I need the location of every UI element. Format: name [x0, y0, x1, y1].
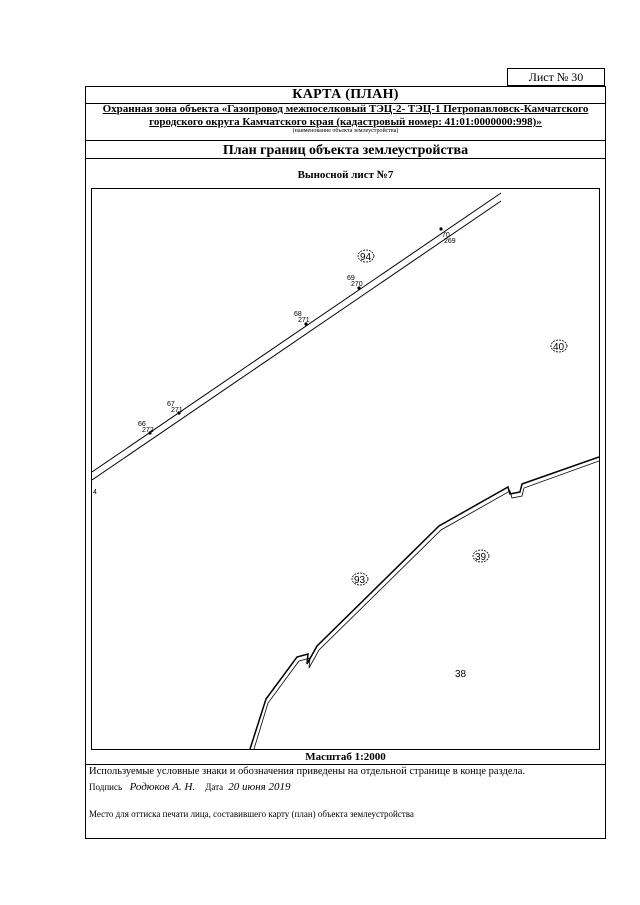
map-area	[91, 188, 600, 750]
point-number: 66	[138, 421, 146, 428]
point-code: 271	[171, 407, 183, 414]
point-number: 67	[167, 401, 175, 408]
boundary-line-inner	[254, 461, 599, 749]
object-name-line1: Охранная зона объекта «Газопровод межпоселковый ТЭЦ-2- ТЭЦ-1 Петропавловск-Камчатского	[102, 103, 589, 115]
survey-point	[347, 275, 363, 290]
parcel-label	[473, 550, 489, 563]
svg-text:39: 39	[475, 552, 487, 563]
survey-point	[439, 227, 455, 245]
point-number: 69	[347, 275, 355, 282]
point-code: 270	[351, 281, 363, 288]
stamp-place-note: Место для оттиска печати лица, составившего карту (план) объекта землеустройства	[89, 809, 414, 819]
parcel-label	[551, 340, 567, 353]
survey-point	[167, 401, 183, 415]
svg-text:40: 40	[553, 342, 565, 353]
point-code: 272	[142, 427, 154, 434]
svg-text:94: 94	[360, 252, 372, 263]
signature-label: Подпись	[89, 782, 123, 792]
object-name	[85, 103, 606, 129]
strip-edge-line	[92, 201, 501, 480]
point-code: 269	[444, 238, 456, 245]
point-code: 271	[298, 317, 310, 324]
object-caption: (наименование объекта землеустройства)	[292, 128, 399, 134]
survey-point	[138, 421, 154, 435]
point-number: 68	[294, 311, 302, 318]
signer-name: Родюков А. Н.	[129, 781, 196, 793]
parcel-label	[358, 250, 374, 263]
plan-title: План границ объекта землеустройства	[222, 143, 469, 158]
parcel-label	[352, 573, 368, 586]
map-drawing	[92, 189, 599, 749]
legend-note: Используемые условные знаки и обозначения приведены на отдельной странице в конце раздела.	[89, 766, 526, 777]
divider	[85, 764, 606, 765]
boundary-line	[250, 457, 599, 749]
svg-text:93: 93	[354, 575, 366, 586]
point-number: 70	[442, 232, 450, 239]
edge-label: 4	[93, 489, 97, 496]
signature-row	[89, 781, 291, 793]
document-title: КАРТА (ПЛАН)	[292, 87, 399, 102]
object-name-line2: городского округа Камчатского края (кадастровый номер: 41:01:0000000:998)»	[149, 116, 542, 128]
date-label: Дата	[205, 782, 224, 792]
sheet-title: Выносной лист №7	[297, 169, 394, 181]
sheet-number: Лист № 30	[507, 68, 605, 86]
divider	[85, 140, 606, 141]
survey-point	[294, 311, 310, 326]
date-value: 20 июня 2019	[228, 781, 291, 793]
map-scale: Масштаб 1:2000	[305, 751, 386, 763]
parcel-label	[455, 669, 467, 680]
svg-text:38: 38	[455, 669, 467, 680]
